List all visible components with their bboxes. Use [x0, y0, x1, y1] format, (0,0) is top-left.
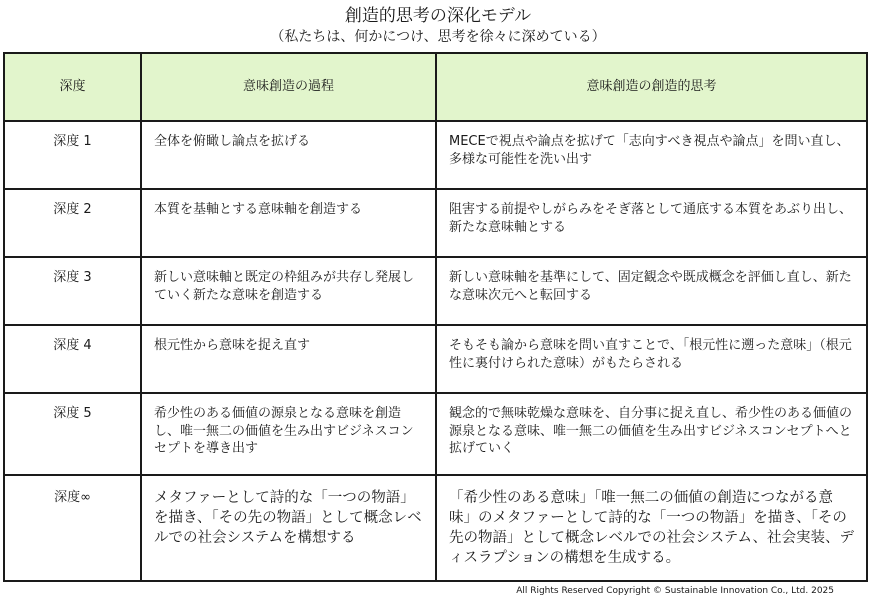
process-cell: メタファーとして詩的な「一つの物語」を描き、「その先の物語」として概念レベルでの社会システムを構想する [141, 475, 436, 581]
table-row [4, 189, 867, 257]
table-row [4, 257, 867, 325]
process-cell: 根元性から意味を捉え直す [141, 325, 436, 393]
table-row [4, 393, 867, 475]
thinking-cell: 「希少性のある意味」「唯一無二の価値の創造につながる意味」のメタファーとして詩的な「一つの物語」を描き、「その先の物語」として概念レベルでの社会システム、社会実装、ディスラプションの構想を生成する。 [436, 475, 867, 581]
thinking-cell: 観念的で無味乾燥な意味を、自分事に捉え直し、希少性のある価値の源泉となる意味、唯一無二の価値を生み出すビジネスコンセプトへと拡げていく [436, 393, 867, 475]
depth-cell: 深度 3 [4, 257, 141, 325]
process-cell: 全体を俯瞰し論点を拡げる [141, 121, 436, 189]
depth-cell: 深度 5 [4, 393, 141, 475]
page-title: 創造的思考の深化モデル [344, 6, 532, 26]
copyright-notice: All Rights Reserved Copyright © Sustainable Innovation Co., Ltd. 2025 [516, 586, 834, 596]
depth-cell: 深度 4 [4, 325, 141, 393]
process-cell: 新しい意味軸と既定の枠組みが共存し発展していく新たな意味を創造する [141, 257, 436, 325]
depth-cell: 深度 2 [4, 189, 141, 257]
header-process: 意味創造の過程 [141, 53, 436, 121]
depth-cell: 深度∞ [4, 475, 141, 581]
depth-cell: 深度 1 [4, 121, 141, 189]
table-header-row [4, 53, 867, 121]
process-cell: 本質を基軸とする意味軸を創造する [141, 189, 436, 257]
page-subtitle: （私たちは、何かにつけ、思考を徐々に深めている） [270, 29, 606, 45]
table-row [4, 121, 867, 189]
thinking-cell: 新しい意味軸を基準にして、固定観念や既成概念を評価し直し、新たな意味次元へと転回する [436, 257, 867, 325]
table-row [4, 325, 867, 393]
header-depth: 深度 [4, 53, 141, 121]
table-row [4, 475, 867, 581]
thinking-cell: 阻害する前提やしがらみをそぎ落として通底する本質をあぶり出し、新たな意味軸とする [436, 189, 867, 257]
process-cell: 希少性のある価値の源泉となる意味を創造し、唯一無二の価値を生み出すビジネスコンセプトを導き出す [141, 393, 436, 475]
header-creative-thinking: 意味創造の創造的思考 [436, 53, 867, 121]
thinking-cell: そもそも論から意味を問い直すことで、「根元性に遡った意味」（根元性に裏付けられた意味）がもたらされる [436, 325, 867, 393]
thinking-cell: MECEで視点や論点を拡げて「志向すべき視点や論点」を問い直し、多様な可能性を洗い出す [436, 121, 867, 189]
deepening-model-table [3, 52, 868, 582]
